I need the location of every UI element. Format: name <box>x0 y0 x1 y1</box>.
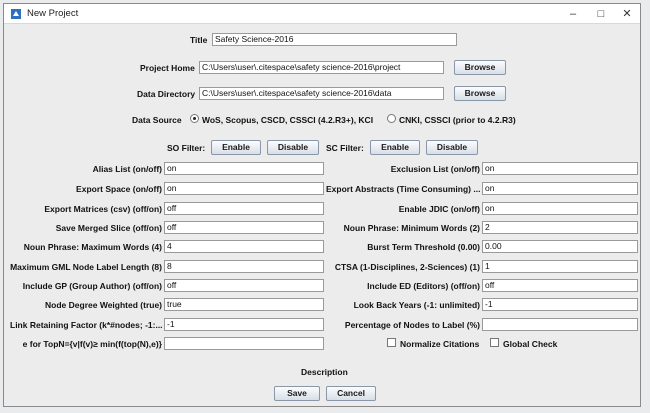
global-check-checkbox[interactable] <box>490 338 499 347</box>
title-bar <box>4 4 640 24</box>
include-ed-input[interactable]: off <box>482 279 638 292</box>
cancel-button[interactable]: Cancel <box>326 386 376 401</box>
minimize-icon[interactable]: – <box>569 8 577 20</box>
percentage-nodes-label-input[interactable] <box>482 318 638 331</box>
enable-jdic-input[interactable]: on <box>482 202 638 215</box>
burst-term-threshold-input[interactable]: 0.00 <box>482 240 638 253</box>
burst-term-threshold-label: Burst Term Threshold (0.00) <box>367 242 480 252</box>
normalize-citations-label: Normalize Citations <box>400 339 480 349</box>
link-retaining-factor-label: Link Retaining Factor (k*#nodes; -1:... <box>10 320 163 330</box>
alias-list-label: Alias List (on/off) <box>92 164 162 174</box>
close-icon[interactable]: ✕ <box>622 8 632 20</box>
max-gml-label-length-input[interactable]: 8 <box>164 260 324 273</box>
normalize-citations-checkbox[interactable] <box>387 338 396 347</box>
sc-filter-enable-button[interactable]: Enable <box>370 140 420 155</box>
enable-jdic-label: Enable JDIC (on/off) <box>398 204 480 214</box>
sc-filter-label: SC Filter: <box>326 143 364 153</box>
include-gp-input[interactable]: off <box>164 279 324 292</box>
sc-filter-disable-button[interactable]: Disable <box>426 140 478 155</box>
export-matrices-input[interactable]: off <box>164 202 324 215</box>
node-degree-weighted-label: Node Degree Weighted (true) <box>45 300 162 310</box>
save-merged-slice-label: Save Merged Slice (off/on) <box>55 223 162 233</box>
window-title: New Project <box>27 8 79 19</box>
noun-phrase-min-words-input[interactable]: 2 <box>482 221 638 234</box>
maximize-icon[interactable]: □ <box>597 8 605 20</box>
so-filter-enable-button[interactable]: Enable <box>211 140 261 155</box>
save-merged-slice-input[interactable]: off <box>164 221 324 234</box>
data-directory-label: Data Directory <box>137 89 196 99</box>
exclusion-list-input[interactable]: on <box>482 162 638 175</box>
ctsa-label: CTSA (1-Disciplines, 2-Sciences) (1) <box>334 262 480 272</box>
data-source-wos-radio[interactable] <box>190 114 199 123</box>
export-matrices-label: Export Matrices (csv) (off/on) <box>44 204 162 214</box>
link-retaining-factor-input[interactable]: -1 <box>164 318 324 331</box>
alias-list-input[interactable]: on <box>164 162 324 175</box>
look-back-years-label: Look Back Years (-1: unlimited) <box>353 300 480 310</box>
look-back-years-input[interactable]: -1 <box>482 298 638 311</box>
so-filter-disable-button[interactable]: Disable <box>267 140 319 155</box>
percentage-nodes-label-label: Percentage of Nodes to Label (%) <box>344 320 480 330</box>
data-directory-input[interactable]: C:\Users\user\.citespace\safety science-2016\data <box>199 87 444 100</box>
title-label: Title <box>190 35 208 45</box>
global-check-label: Global Check <box>503 339 558 349</box>
data-source-wos-label: WoS, Scopus, CSCD, CSSCI (4.2.R3+), KCI <box>202 115 374 125</box>
ctsa-input[interactable]: 1 <box>482 260 638 273</box>
project-home-input[interactable]: C:\Users\user\.citespace\safety science-2016\project <box>199 61 444 74</box>
description-label: Description <box>301 367 348 377</box>
noun-phrase-min-words-label: Noun Phrase: Minimum Words (2) <box>343 223 480 233</box>
export-abstracts-input[interactable]: on <box>482 182 638 195</box>
export-abstracts-label: Export Abstracts (Time Consuming) ... <box>326 184 481 194</box>
data-source-label: Data Source <box>132 115 182 125</box>
save-button[interactable]: Save <box>274 386 320 401</box>
data-source-cnki-radio[interactable] <box>387 114 396 123</box>
so-filter-label: SO Filter: <box>167 143 206 153</box>
noun-phrase-max-words-label: Noun Phrase: Maximum Words (4) <box>23 242 162 252</box>
node-degree-weighted-input[interactable]: true <box>164 298 324 311</box>
include-ed-label: Include ED (Editors) (off/on) <box>367 281 480 291</box>
new-project-window <box>3 3 641 407</box>
exclusion-list-label: Exclusion List (on/off) <box>390 164 480 174</box>
e-for-topn-label: e for TopN={v|f(v)≥ min(f(top(N),e)} <box>22 339 162 349</box>
browse-project-home-button[interactable]: Browse <box>454 60 506 75</box>
app-icon <box>10 8 22 20</box>
include-gp-label: Include GP (Group Author) (off/on) <box>22 281 162 291</box>
title-input[interactable]: Safety Science-2016 <box>212 33 457 46</box>
project-home-label: Project Home <box>140 63 195 73</box>
e-for-topn-input[interactable] <box>164 337 324 350</box>
browse-data-directory-button[interactable]: Browse <box>454 86 506 101</box>
export-space-input[interactable]: on <box>164 182 324 195</box>
max-gml-label-length-label: Maximum GML Node Label Length (8) <box>10 262 162 272</box>
noun-phrase-max-words-input[interactable]: 4 <box>164 240 324 253</box>
export-space-label: Export Space (on/off) <box>76 184 162 194</box>
data-source-cnki-label: CNKI, CSSCI (prior to 4.2.R3) <box>399 115 516 125</box>
